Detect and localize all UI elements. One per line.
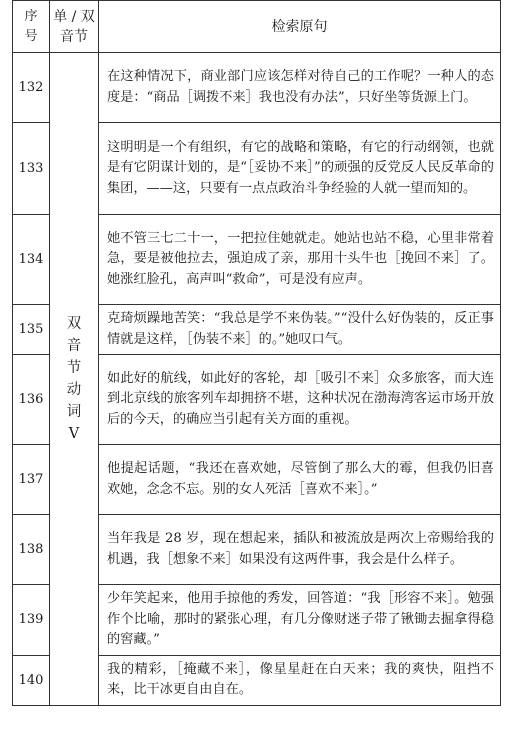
syllable-type-label: 双音节动词V: [66, 315, 82, 442]
row-number: 139: [13, 585, 50, 656]
sentence-text: 当年我是 28 岁，现在想起来，插队和被流放是两次上帝赐给我的机遇，我［想象不来］如果没有这两件事，我会是什么样子。: [99, 515, 501, 585]
header-syllable-type: 单 / 双 音节: [50, 1, 99, 53]
row-number: 140: [13, 655, 50, 705]
row-number: 133: [13, 123, 50, 215]
sentence-text: 她不管三七二十一，一把拉住她就走。她站也站不稳，心里非常着急，要是被他拉去，强迫成了亲，那用十头牛也［挽回不来］了。她涨红脸孔，高声叫“救命”，可是没有应声。: [99, 215, 501, 305]
header-row: [13, 1, 501, 53]
corpus-table: [12, 0, 501, 706]
sentence-text: 我的精彩，［掩藏不来］，像星星赶在白天来；我的爽快，阻挡不来，比干冰更自由自在。: [99, 655, 501, 705]
row-number: 135: [13, 305, 50, 355]
row-number: 134: [13, 215, 50, 305]
row-number: 138: [13, 515, 50, 585]
table-row: [13, 53, 501, 123]
syllable-type-cell: [50, 53, 99, 706]
sentence-text: 少年笑起来，他用手掠他的秀发，回答道：“我［形容不来］。勉强作个比喻，那时的紧张心理，有几分像财迷子带了锹锄去掘拿得稳的窖藏。”: [99, 585, 501, 656]
row-number: 137: [13, 445, 50, 515]
sentence-text: 这明明是一个有组织，有它的战略和策略，有它的行动纲领，也就是有它阴谋计划的，是“［妥协不来］”的顽强的反党反人民反革命的集团，——这，只要有一点点政治斗争经验的人就一望而知的。: [99, 123, 501, 215]
header-retrieved-sentence: 检索原句: [99, 1, 501, 53]
sentence-text: 如此好的航线，如此好的客轮，却［吸引不来］众多旅客，而大连到北京线的旅客列车却拥挤不堪，这种状况在渤海湾客运市场开放后的今天，的确应当引起有关方面的重视。: [99, 355, 501, 445]
row-number: 136: [13, 355, 50, 445]
header-serial-number: 序 号: [13, 1, 50, 53]
sentence-text: 克琦烦躁地苦笑：“我总是学不来伪装。”“没什么好伪装的，反正事情就是这样，［伪装不来］的。”她叹口气。: [99, 305, 501, 355]
sentence-text: 他提起话题，“我还在喜欢她，尽管倒了那么大的霉，但我仍旧喜欢她，念念不忘。别的女人死活［喜欢不来］。”: [99, 445, 501, 515]
row-number: 132: [13, 53, 50, 123]
sentence-text: 在这种情况下，商业部门应该怎样对待自己的工作呢？一种人的态度是：“商品［调拨不来］我也没有办法”，只好坐等货源上门。: [99, 53, 501, 123]
